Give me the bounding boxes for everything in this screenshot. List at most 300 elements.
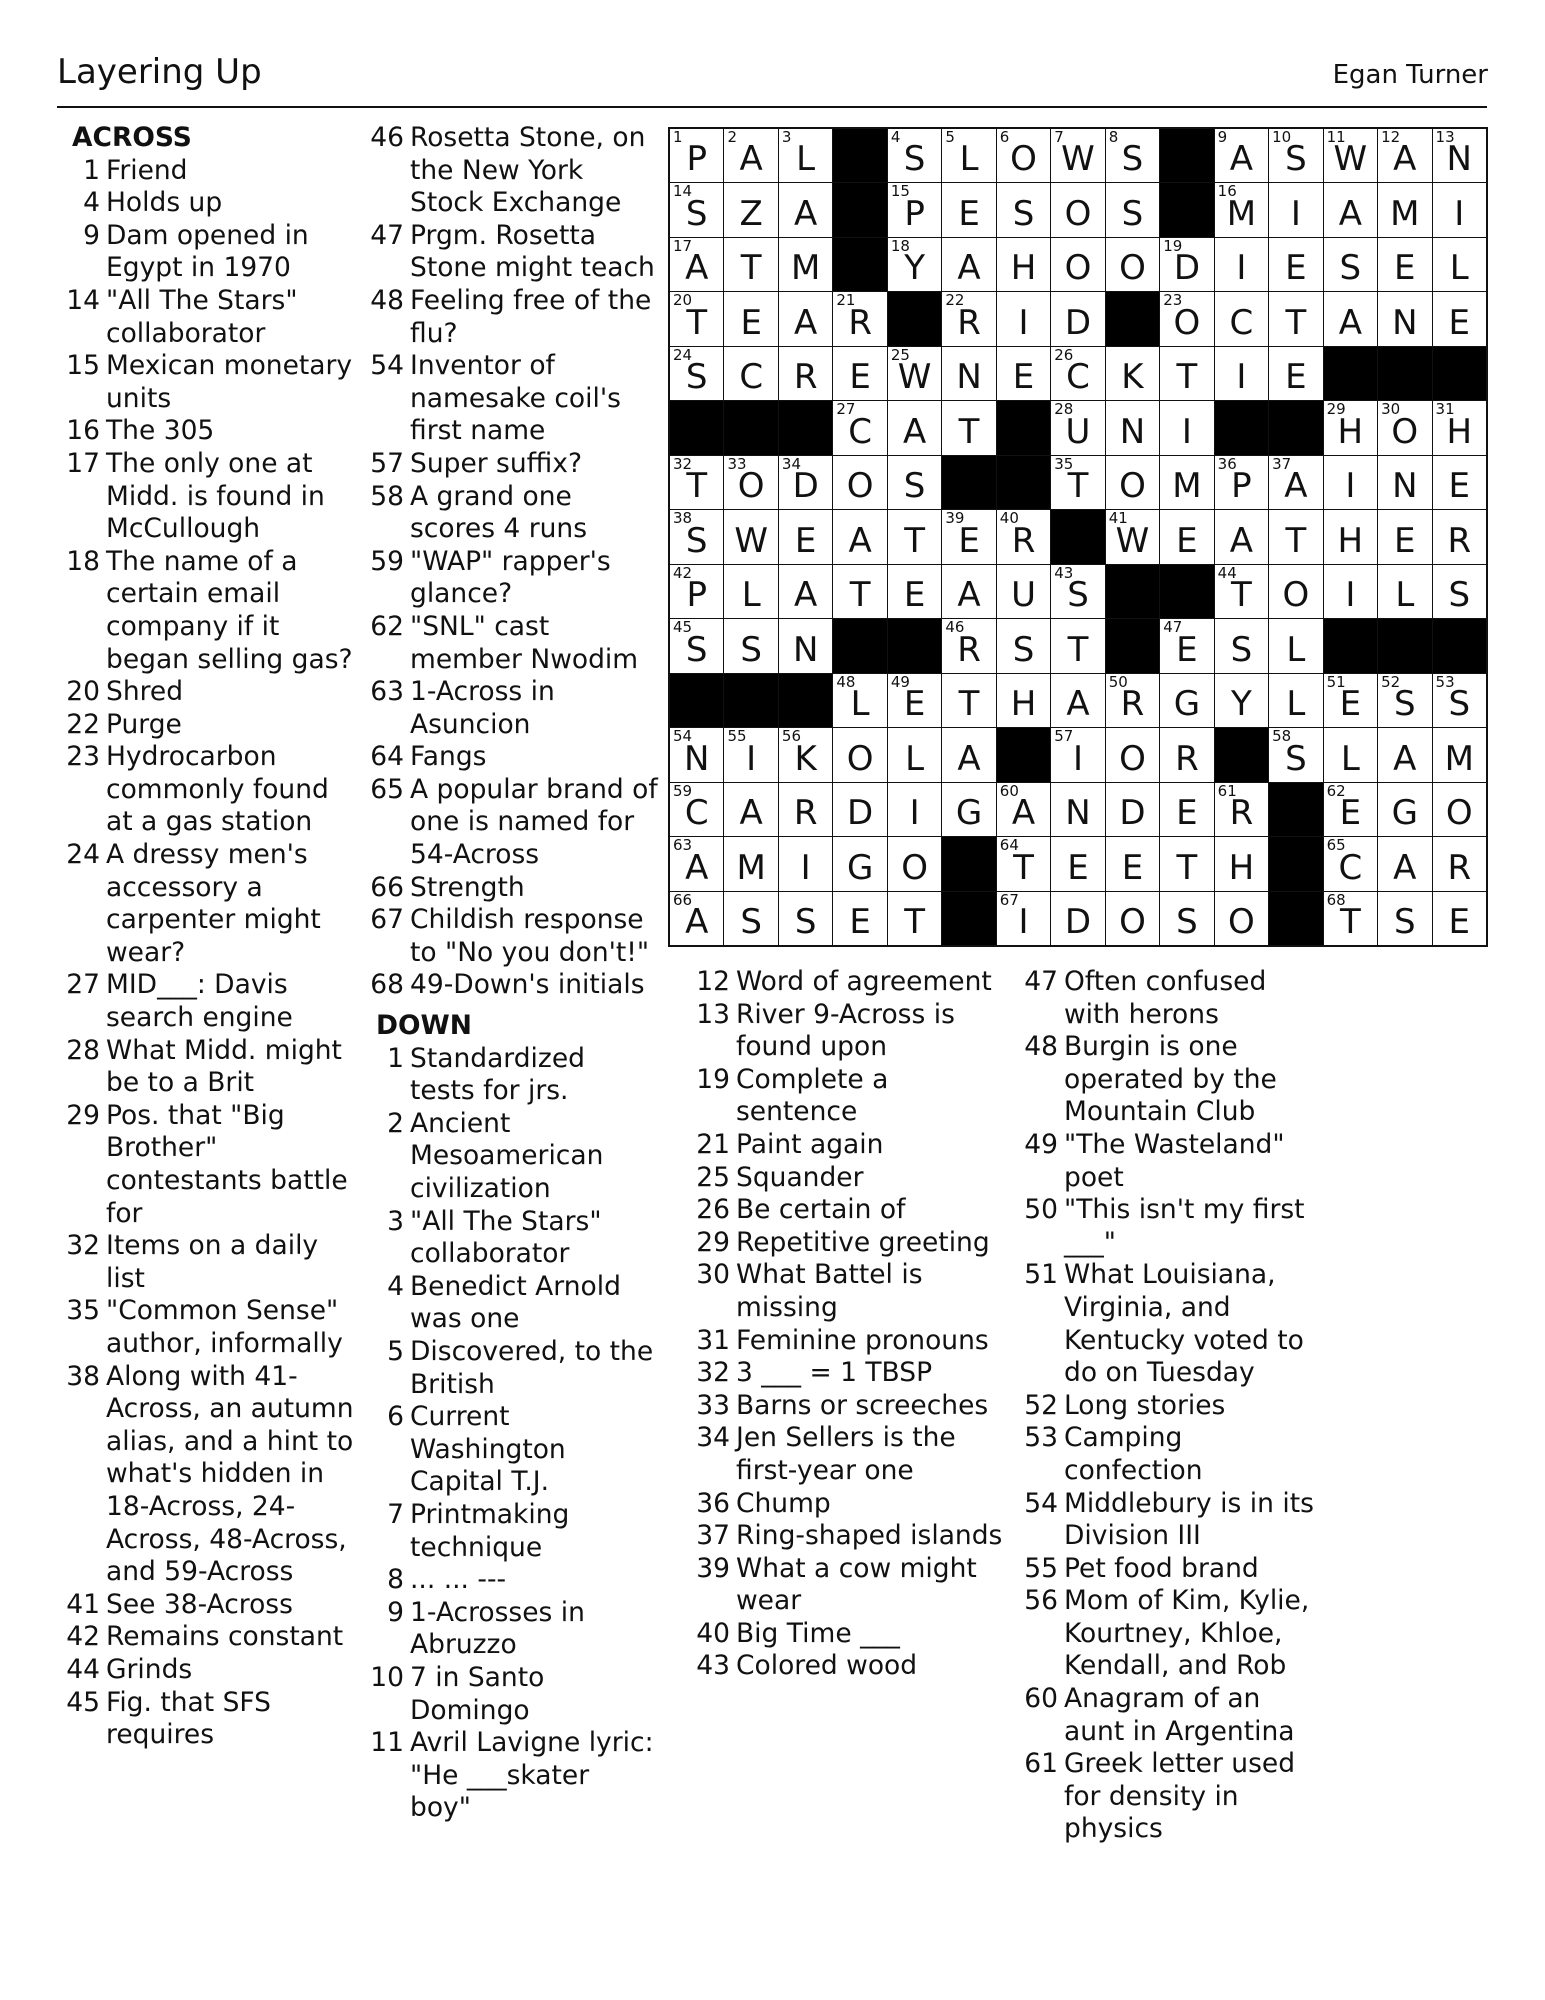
cell-number: 9	[1217, 128, 1228, 146]
cell-number: 28	[1054, 400, 1074, 419]
grid-cell	[670, 892, 723, 945]
cell-number: 3	[781, 128, 792, 146]
grid-cell	[833, 892, 886, 945]
cell-letter: H	[1446, 411, 1473, 452]
grid-cell	[942, 674, 995, 727]
cell-letter: W	[1061, 139, 1095, 180]
grid-cell	[1215, 129, 1268, 182]
black-square	[1215, 401, 1268, 454]
cell-letter: D	[847, 793, 874, 834]
grid-cell	[779, 347, 832, 400]
cell-letter: O	[846, 738, 874, 779]
grid-cell	[1269, 510, 1322, 563]
black-square	[997, 728, 1050, 781]
grid-cell	[670, 238, 723, 291]
puzzle-author: Egan Turner	[1332, 60, 1488, 90]
clue-text: Feeling free of the flu?	[410, 284, 652, 349]
clue-item	[64, 969, 354, 1034]
across-heading: ACROSS	[72, 122, 192, 153]
clue-item	[368, 1564, 658, 1597]
grid-cell	[888, 510, 941, 563]
grid-cell	[779, 619, 832, 672]
clue-item	[368, 220, 658, 285]
cell-number: 43	[1054, 563, 1074, 582]
grid-cell	[1160, 783, 1213, 836]
cell-letter: P	[686, 139, 707, 180]
grid-cell	[1160, 401, 1213, 454]
grid-cell	[670, 783, 723, 836]
clue-text: Fangs	[410, 741, 487, 773]
grid-cell	[942, 129, 995, 182]
clue-text: Repetitive greeting	[736, 1226, 990, 1258]
cell-letter: S	[1394, 902, 1416, 942]
grid-cell	[1106, 183, 1159, 236]
clue-text: Holds up	[106, 187, 223, 219]
clue-text: Word of agreement	[736, 966, 992, 997]
cell-number: 4	[890, 128, 901, 146]
clue-item	[64, 415, 354, 448]
cell-number: 53	[1435, 672, 1455, 691]
cell-letter: O	[901, 847, 928, 888]
grid-cell	[997, 674, 1050, 727]
cell-letter: S	[740, 629, 762, 670]
cell-number: 58	[1272, 727, 1292, 746]
grid-cell	[942, 565, 995, 618]
grid-cell	[997, 783, 1050, 836]
grid-cell	[1433, 129, 1486, 182]
cell-number: 47	[1163, 618, 1183, 637]
clue-number: 32	[696, 1357, 730, 1389]
clue-text: 1-Across in Asuncion	[410, 676, 555, 740]
clue-number: 59	[370, 545, 404, 577]
grid-cell	[1215, 837, 1268, 890]
clue-item	[64, 676, 354, 709]
grid-cell	[1051, 401, 1104, 454]
cell-letter: A	[957, 575, 981, 616]
clue-item	[1022, 1031, 1322, 1129]
cell-letter: S	[685, 193, 708, 234]
clue-number: 9	[83, 219, 100, 251]
grid-cell	[1106, 347, 1159, 400]
clue-text: Greek letter used for density in physics	[1064, 1748, 1296, 1845]
clue-number: 31	[696, 1324, 730, 1356]
cell-number: 35	[1054, 454, 1074, 473]
cell-letter: K	[1121, 357, 1144, 398]
cell-number: 21	[836, 291, 856, 310]
crossword-grid	[668, 127, 1488, 947]
cell-letter: E	[849, 902, 871, 942]
cell-letter: E	[794, 520, 817, 561]
cell-letter: L	[850, 684, 870, 725]
cell-letter: M	[1390, 193, 1420, 234]
grid-cell	[1378, 183, 1431, 236]
black-square	[1433, 619, 1486, 672]
grid-cell	[779, 510, 832, 563]
clue-item	[64, 546, 354, 676]
grid-cell	[1324, 456, 1377, 509]
black-square	[888, 619, 941, 672]
clue-number: 52	[1024, 1389, 1058, 1421]
clue-number: 12	[696, 966, 730, 997]
cell-letter: S	[903, 139, 926, 180]
cell-letter: G	[1173, 684, 1201, 725]
grid-cell	[942, 292, 995, 345]
clue-number: 28	[66, 1034, 100, 1066]
clue-text: Mexican monetary units	[106, 350, 353, 414]
grid-cell	[1324, 674, 1377, 727]
cell-letter: W	[1333, 139, 1368, 180]
clue-item	[694, 1520, 1014, 1553]
clue-number: 32	[66, 1230, 100, 1262]
clue-number: 34	[696, 1422, 730, 1454]
clue-number: 54	[370, 350, 404, 382]
grid-cell	[1215, 292, 1268, 345]
cell-letter: Y	[1231, 684, 1252, 725]
clue-item	[694, 1618, 1014, 1651]
clue-text: Camping confection	[1064, 1422, 1203, 1486]
grid-cell	[942, 510, 995, 563]
grid-cell	[724, 619, 777, 672]
cell-letter: A	[957, 248, 981, 289]
clue-text: A grand one scores 4 runs	[410, 480, 588, 545]
clue-item	[64, 741, 354, 839]
cell-letter: S	[1230, 629, 1253, 670]
cell-number: 11	[1326, 128, 1346, 146]
grid-cell	[1215, 238, 1268, 291]
clue-item	[368, 546, 658, 611]
cell-number: 59	[673, 781, 693, 800]
clue-item	[64, 220, 354, 285]
cell-letter: T	[1231, 575, 1252, 616]
clue-item	[1022, 1259, 1322, 1389]
cell-letter: E	[1285, 248, 1307, 289]
clue-text: Mom of Kim, Kylie, Kourtney, Khloe, Kendall, and Rob	[1064, 1585, 1310, 1682]
cell-letter: A	[1393, 847, 1417, 888]
grid-cell	[833, 837, 886, 890]
grid-cell	[1324, 129, 1377, 182]
clue-number: 25	[696, 1161, 730, 1193]
cell-number: 44	[1217, 563, 1237, 582]
cell-letter: T	[849, 575, 871, 616]
clue-number: 55	[1024, 1552, 1058, 1584]
cell-number: 39	[945, 509, 965, 528]
cell-number: 23	[1163, 291, 1183, 310]
grid-cell	[670, 837, 723, 890]
clue-number: 1	[387, 1042, 404, 1074]
cell-letter: C	[848, 411, 872, 452]
cell-letter: E	[958, 193, 980, 234]
grid-cell	[997, 292, 1050, 345]
clue-text: Often confused with herons	[1064, 966, 1267, 1030]
grid-cell	[833, 728, 886, 781]
cell-letter: S	[1176, 902, 1198, 942]
clue-item	[694, 1357, 1014, 1390]
grid-cell	[1051, 456, 1104, 509]
grid-cell	[833, 510, 886, 563]
cell-letter: T	[1285, 520, 1307, 561]
cell-letter: D	[1064, 902, 1092, 942]
cell-letter: T	[1176, 847, 1198, 888]
cell-number: 27	[836, 400, 856, 419]
grid-cell	[1324, 837, 1377, 890]
clue-item	[368, 1499, 658, 1564]
grid-cell	[1324, 401, 1377, 454]
cell-letter: E	[958, 520, 980, 561]
grid-cell	[1160, 674, 1213, 727]
black-square	[1215, 728, 1268, 781]
cell-letter: E	[1448, 902, 1470, 942]
cell-letter: O	[1391, 411, 1419, 452]
cell-letter: L	[1286, 684, 1306, 725]
clue-text: Middlebury is in its Division III	[1064, 1487, 1314, 1552]
clue-number: 47	[1024, 966, 1058, 997]
grid-cell	[1160, 292, 1213, 345]
grid-cell	[888, 728, 941, 781]
clue-item	[368, 904, 658, 969]
clue-text: Purge	[106, 708, 182, 740]
black-square	[1106, 292, 1159, 345]
cell-number: 48	[836, 672, 856, 691]
grid-cell	[1051, 783, 1104, 836]
cell-letter: E	[740, 302, 762, 343]
cell-letter: D	[1173, 248, 1201, 289]
cell-letter: A	[1229, 520, 1254, 561]
grid-cell	[724, 456, 777, 509]
clue-item	[694, 1553, 1014, 1618]
grid-cell	[1160, 347, 1213, 400]
grid-cell	[1378, 238, 1431, 291]
grid-cell	[1215, 783, 1268, 836]
clue-text: The only one at Midd. is found in McCullough	[106, 447, 325, 545]
cell-letter: R	[957, 302, 981, 343]
cell-letter: T	[958, 411, 980, 452]
clue-number: 49	[1024, 1128, 1058, 1160]
grid-cell	[724, 510, 777, 563]
clue-number: 29	[696, 1226, 730, 1258]
cell-letter: A	[794, 302, 818, 343]
cell-letter: S	[1067, 575, 1089, 616]
clue-number: 58	[370, 480, 404, 512]
cell-number: 18	[890, 236, 910, 255]
clue-item	[694, 1194, 1014, 1227]
cell-number: 66	[673, 890, 693, 909]
black-square	[942, 892, 995, 945]
cell-letter: R	[1229, 793, 1254, 834]
cell-number: 65	[1326, 836, 1346, 855]
cell-letter: S	[1394, 684, 1416, 725]
clue-number: 9	[387, 1596, 404, 1628]
black-square	[833, 129, 886, 182]
grid-cell	[997, 892, 1050, 945]
black-square	[997, 456, 1050, 509]
grid-cell	[997, 347, 1050, 400]
clue-item	[64, 187, 354, 220]
cell-number: 36	[1217, 454, 1237, 473]
grid-cell	[724, 892, 777, 945]
clue-text: Avril Lavigne lyric: "He ___skater boy"	[410, 1727, 654, 1824]
clue-text: "Common Sense" author, informally	[106, 1295, 343, 1359]
grid-cell	[1106, 892, 1159, 945]
cell-letter: I	[1181, 411, 1192, 452]
clue-item	[694, 1064, 1014, 1129]
grid-cell	[724, 292, 777, 345]
clue-text: "SNL" cast member Nwodim	[410, 610, 639, 675]
grid-cell	[997, 510, 1050, 563]
cell-number: 62	[1326, 781, 1346, 800]
cell-number: 20	[673, 291, 693, 310]
cell-letter: G	[1391, 793, 1418, 834]
cell-number: 33	[727, 454, 747, 473]
cell-letter: O	[1228, 902, 1255, 942]
grid-cell	[888, 674, 941, 727]
clue-text: The name of a certain email company if it began selling gas?	[106, 545, 353, 675]
clue-number: 20	[66, 676, 100, 708]
grid-cell	[1433, 783, 1486, 836]
clue-number: 57	[370, 447, 404, 479]
black-square	[1433, 347, 1486, 400]
cell-letter: M	[1444, 738, 1474, 779]
clue-number: 14	[66, 284, 100, 316]
black-square	[1378, 619, 1431, 672]
grid-cell	[1433, 183, 1486, 236]
cell-letter: R	[957, 629, 981, 670]
grid-cell	[1160, 892, 1213, 945]
cell-letter: D	[792, 466, 819, 507]
cell-letter: O	[1010, 139, 1037, 180]
clue-text: 3 ___ = 1 TBSP	[736, 1357, 933, 1389]
grid-cell	[833, 292, 886, 345]
clue-item	[368, 1401, 658, 1499]
clue-text: Strength	[410, 871, 525, 903]
grid-cell	[1324, 292, 1377, 345]
black-square	[1106, 565, 1159, 618]
clue-number: 30	[696, 1259, 730, 1291]
cell-letter: W	[1115, 520, 1150, 561]
cell-number: 13	[1435, 128, 1455, 146]
cell-number: 40	[999, 509, 1019, 528]
clue-text: ... ... ---	[410, 1564, 507, 1596]
clue-text: Burgin is one operated by the Mountain Club	[1064, 1031, 1277, 1128]
clue-item	[64, 1295, 354, 1360]
cell-number: 63	[673, 836, 693, 855]
cell-letter: S	[903, 466, 926, 507]
clue-text: Jen Sellers is the first-year one	[736, 1422, 956, 1486]
grid-cell	[1269, 292, 1322, 345]
cell-number: 54	[673, 727, 693, 746]
grid-cell	[1051, 129, 1104, 182]
grid-cell	[1215, 456, 1268, 509]
grid-cell	[833, 401, 886, 454]
grid-cell	[779, 892, 832, 945]
clue-item	[368, 1108, 658, 1206]
cell-letter: L	[1286, 629, 1306, 670]
grid-cell	[724, 837, 777, 890]
grid-cell	[724, 565, 777, 618]
cell-letter: I	[1290, 193, 1301, 234]
cell-number: 56	[781, 727, 802, 746]
cell-letter: O	[1119, 902, 1146, 942]
clue-item	[64, 1654, 354, 1687]
grid-cell	[1269, 565, 1322, 618]
cell-letter: O	[1119, 466, 1146, 507]
cell-number: 49	[890, 672, 910, 691]
black-square	[942, 837, 995, 890]
cell-letter: I	[1236, 357, 1247, 398]
grid-cell	[724, 728, 777, 781]
cell-letter: E	[849, 357, 871, 398]
cell-letter: I	[1018, 902, 1029, 942]
black-square	[1324, 619, 1377, 672]
clue-number: 62	[370, 610, 404, 642]
cell-letter: N	[1065, 793, 1091, 834]
grid-cell	[1378, 401, 1431, 454]
cell-letter: S	[1121, 193, 1144, 234]
clue-number: 3	[387, 1205, 404, 1237]
cell-letter: R	[1175, 738, 1199, 779]
grid-cell	[1378, 129, 1431, 182]
cell-letter: S	[1121, 139, 1144, 180]
cell-number: 57	[1054, 727, 1074, 746]
clue-item	[64, 709, 354, 742]
cell-letter: R	[1120, 684, 1145, 725]
cell-letter: O	[1119, 248, 1146, 289]
grid-cell	[888, 456, 941, 509]
clue-text: Dam opened in Egypt in 1970	[106, 219, 309, 284]
cell-letter: E	[1394, 520, 1416, 561]
cell-number: 8	[1108, 128, 1119, 146]
cell-letter: I	[1454, 193, 1465, 234]
clue-number: 21	[696, 1128, 730, 1160]
clue-column-4	[1022, 966, 1322, 1846]
clue-item	[368, 285, 658, 350]
cell-letter: A	[1229, 139, 1254, 180]
clue-item	[694, 1325, 1014, 1358]
cell-letter: R	[793, 357, 818, 398]
cell-number: 32	[673, 454, 693, 473]
black-square	[942, 456, 995, 509]
clue-text: Ring-shaped islands	[736, 1520, 1003, 1552]
grid-cell	[942, 347, 995, 400]
cell-number: 6	[999, 128, 1010, 146]
grid-cell	[1106, 783, 1159, 836]
cell-letter: E	[903, 684, 926, 725]
grid-cell	[888, 238, 941, 291]
black-square	[1269, 401, 1322, 454]
cell-letter: E	[1067, 847, 1089, 888]
clue-item	[64, 1100, 354, 1230]
clue-number: 51	[1024, 1259, 1058, 1291]
clue-item	[368, 448, 658, 481]
cell-letter: N	[1119, 411, 1146, 452]
black-square	[1269, 892, 1322, 945]
cell-letter: O	[1282, 575, 1310, 616]
clue-text: Chump	[736, 1487, 831, 1519]
clue-number: 23	[66, 741, 100, 773]
grid-cell	[779, 129, 832, 182]
cell-letter: S	[1285, 738, 1307, 779]
clue-item	[368, 676, 658, 741]
cell-letter: L	[741, 575, 761, 616]
clue-number: 26	[696, 1194, 730, 1226]
cell-letter: A	[739, 793, 763, 834]
cell-number: 64	[999, 836, 1019, 855]
cell-number: 55	[727, 727, 747, 746]
cell-letter: T	[1013, 847, 1034, 888]
cell-number: 61	[1217, 781, 1237, 800]
clue-item	[64, 1230, 354, 1295]
cell-letter: H	[1337, 411, 1364, 452]
grid-cell	[1215, 565, 1268, 618]
